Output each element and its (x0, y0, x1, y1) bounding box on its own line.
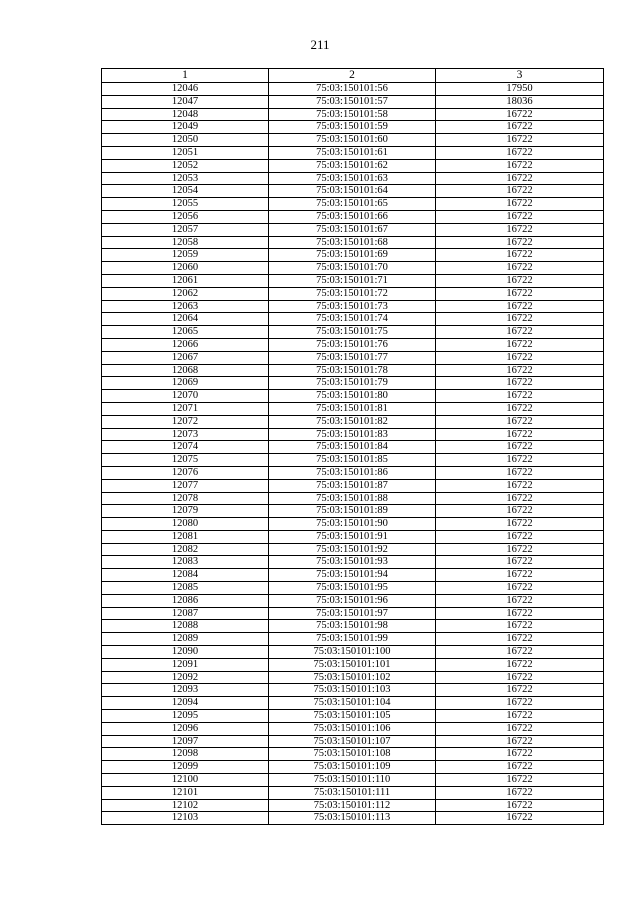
cadastral-number-cell: 75:03:150101:69 (269, 249, 436, 262)
value-cell: 16722 (436, 287, 604, 300)
table-row (102, 466, 604, 479)
cadastral-number-cell: 75:03:150101:78 (269, 364, 436, 377)
table-row (102, 313, 604, 326)
cadastral-number-cell: 75:03:150101:89 (269, 505, 436, 518)
row-number-cell: 12082 (102, 543, 269, 556)
value-cell: 16722 (436, 223, 604, 236)
row-number-cell: 12088 (102, 620, 269, 633)
row-number-cell: 12053 (102, 172, 269, 185)
value-cell: 16722 (436, 620, 604, 633)
table-row (102, 633, 604, 646)
row-number-cell: 12046 (102, 83, 269, 96)
cadastral-number-cell: 75:03:150101:88 (269, 492, 436, 505)
cadastral-number-cell: 75:03:150101:101 (269, 658, 436, 671)
value-cell: 16722 (436, 172, 604, 185)
table-row (102, 300, 604, 313)
cadastral-number-cell: 75:03:150101:81 (269, 402, 436, 415)
table-row (102, 671, 604, 684)
row-number-cell: 12093 (102, 684, 269, 697)
value-cell: 16722 (436, 351, 604, 364)
cadastral-number-cell: 75:03:150101:71 (269, 274, 436, 287)
cadastral-number-cell: 75:03:150101:112 (269, 799, 436, 812)
row-number-cell: 12075 (102, 454, 269, 467)
table-row (102, 722, 604, 735)
table-row (102, 799, 604, 812)
value-cell: 16722 (436, 313, 604, 326)
value-cell: 16722 (436, 658, 604, 671)
table-row (102, 159, 604, 172)
cadastral-number-cell: 75:03:150101:59 (269, 121, 436, 134)
row-number-cell: 12056 (102, 210, 269, 223)
row-number-cell: 12084 (102, 569, 269, 582)
value-cell: 16722 (436, 543, 604, 556)
cadastral-number-cell: 75:03:150101:98 (269, 620, 436, 633)
value-cell: 16722 (436, 697, 604, 710)
row-number-cell: 12050 (102, 134, 269, 147)
value-cell: 16722 (436, 326, 604, 339)
row-number-cell: 12092 (102, 671, 269, 684)
value-cell: 16722 (436, 364, 604, 377)
cadastral-number-cell: 75:03:150101:92 (269, 543, 436, 556)
value-cell: 16722 (436, 210, 604, 223)
row-number-cell: 12095 (102, 710, 269, 723)
cadastral-number-cell: 75:03:150101:76 (269, 338, 436, 351)
row-number-cell: 12058 (102, 236, 269, 249)
table-row (102, 774, 604, 787)
table-row (102, 479, 604, 492)
cadastral-number-cell: 75:03:150101:72 (269, 287, 436, 300)
value-cell: 16722 (436, 569, 604, 582)
cadastral-number-cell: 75:03:150101:57 (269, 95, 436, 108)
table-row (102, 249, 604, 262)
table-row (102, 364, 604, 377)
row-number-cell: 12101 (102, 786, 269, 799)
cadastral-number-cell: 75:03:150101:87 (269, 479, 436, 492)
row-number-cell: 12052 (102, 159, 269, 172)
row-number-cell: 12085 (102, 582, 269, 595)
value-cell: 16722 (436, 428, 604, 441)
cadastral-number-cell: 75:03:150101:97 (269, 607, 436, 620)
cadastral-number-cell: 75:03:150101:106 (269, 722, 436, 735)
value-cell: 16722 (436, 594, 604, 607)
table-row (102, 569, 604, 582)
cadastral-number-cell: 75:03:150101:80 (269, 390, 436, 403)
cadastral-number-cell: 75:03:150101:110 (269, 774, 436, 787)
cadastral-number-cell: 75:03:150101:65 (269, 198, 436, 211)
row-number-cell: 12055 (102, 198, 269, 211)
value-cell: 16722 (436, 466, 604, 479)
column-header-1: 1 (102, 69, 269, 83)
value-cell: 17950 (436, 83, 604, 96)
value-cell: 16722 (436, 518, 604, 531)
cadastral-number-cell: 75:03:150101:107 (269, 735, 436, 748)
table-row (102, 262, 604, 275)
row-number-cell: 12065 (102, 326, 269, 339)
row-number-cell: 12072 (102, 415, 269, 428)
column-header-2: 2 (269, 69, 436, 83)
row-number-cell: 12068 (102, 364, 269, 377)
table-row (102, 454, 604, 467)
cadastral-number-cell: 75:03:150101:64 (269, 185, 436, 198)
table-row (102, 223, 604, 236)
row-number-cell: 12070 (102, 390, 269, 403)
table-row (102, 735, 604, 748)
row-number-cell: 12102 (102, 799, 269, 812)
row-number-cell: 12069 (102, 377, 269, 390)
table-row (102, 326, 604, 339)
cadastral-number-cell: 75:03:150101:85 (269, 454, 436, 467)
row-number-cell: 12047 (102, 95, 269, 108)
value-cell: 18036 (436, 95, 604, 108)
table-row (102, 441, 604, 454)
table-row (102, 658, 604, 671)
table-row (102, 607, 604, 620)
row-number-cell: 12077 (102, 479, 269, 492)
table-body (102, 83, 604, 825)
value-cell: 16722 (436, 159, 604, 172)
value-cell: 16722 (436, 582, 604, 595)
value-cell: 16722 (436, 710, 604, 723)
row-number-cell: 12051 (102, 146, 269, 159)
row-number-cell: 12063 (102, 300, 269, 313)
table-row (102, 390, 604, 403)
table-row (102, 543, 604, 556)
value-cell: 16722 (436, 236, 604, 249)
row-number-cell: 12048 (102, 108, 269, 121)
row-number-cell: 12090 (102, 646, 269, 659)
cadastral-number-cell: 75:03:150101:60 (269, 134, 436, 147)
value-cell: 16722 (436, 441, 604, 454)
value-cell: 16722 (436, 146, 604, 159)
row-number-cell: 12089 (102, 633, 269, 646)
cadastral-number-cell: 75:03:150101:95 (269, 582, 436, 595)
value-cell: 16722 (436, 338, 604, 351)
cadastral-number-cell: 75:03:150101:83 (269, 428, 436, 441)
value-cell: 16722 (436, 786, 604, 799)
value-cell: 16722 (436, 607, 604, 620)
cadastral-number-cell: 75:03:150101:62 (269, 159, 436, 172)
table-row (102, 505, 604, 518)
value-cell: 16722 (436, 390, 604, 403)
table-row (102, 761, 604, 774)
table-row (102, 95, 604, 108)
row-number-cell: 12057 (102, 223, 269, 236)
cadastral-number-cell: 75:03:150101:56 (269, 83, 436, 96)
cadastral-number-cell: 75:03:150101:84 (269, 441, 436, 454)
value-cell: 16722 (436, 134, 604, 147)
row-number-cell: 12078 (102, 492, 269, 505)
cadastral-number-cell: 75:03:150101:108 (269, 748, 436, 761)
cadastral-number-cell: 75:03:150101:74 (269, 313, 436, 326)
cadastral-number-cell: 75:03:150101:91 (269, 530, 436, 543)
row-number-cell: 12066 (102, 338, 269, 351)
value-cell: 16722 (436, 300, 604, 313)
value-cell: 16722 (436, 505, 604, 518)
value-cell: 16722 (436, 185, 604, 198)
value-cell: 16722 (436, 556, 604, 569)
row-number-cell: 12080 (102, 518, 269, 531)
value-cell: 16722 (436, 198, 604, 211)
value-cell: 16722 (436, 722, 604, 735)
table-row (102, 518, 604, 531)
table-header (102, 69, 604, 83)
value-cell: 16722 (436, 454, 604, 467)
table-row (102, 556, 604, 569)
value-cell: 16722 (436, 530, 604, 543)
row-number-cell: 12086 (102, 594, 269, 607)
table-row (102, 83, 604, 96)
column-header-3: 3 (436, 69, 604, 83)
value-cell: 16722 (436, 671, 604, 684)
table-row (102, 121, 604, 134)
table-row (102, 710, 604, 723)
row-number-cell: 12079 (102, 505, 269, 518)
row-number-cell: 12096 (102, 722, 269, 735)
cadastral-number-cell: 75:03:150101:111 (269, 786, 436, 799)
cadastral-number-cell: 75:03:150101:99 (269, 633, 436, 646)
cadastral-number-cell: 75:03:150101:109 (269, 761, 436, 774)
table-row (102, 134, 604, 147)
value-cell: 16722 (436, 646, 604, 659)
table-row (102, 172, 604, 185)
cadastral-number-cell: 75:03:150101:58 (269, 108, 436, 121)
cadastral-number-cell: 75:03:150101:104 (269, 697, 436, 710)
value-cell: 16722 (436, 274, 604, 287)
table-row (102, 198, 604, 211)
row-number-cell: 12081 (102, 530, 269, 543)
table-row (102, 620, 604, 633)
value-cell: 16722 (436, 402, 604, 415)
row-number-cell: 12064 (102, 313, 269, 326)
table-row (102, 210, 604, 223)
value-cell: 16722 (436, 479, 604, 492)
table-row (102, 146, 604, 159)
value-cell: 16722 (436, 633, 604, 646)
cadastral-number-cell: 75:03:150101:82 (269, 415, 436, 428)
cadastral-number-cell: 75:03:150101:63 (269, 172, 436, 185)
page-number: 211 (310, 37, 330, 52)
value-cell: 16722 (436, 684, 604, 697)
cadastral-number-cell: 75:03:150101:96 (269, 594, 436, 607)
table-row (102, 338, 604, 351)
value-cell: 16722 (436, 735, 604, 748)
value-cell: 16722 (436, 377, 604, 390)
row-number-cell: 12071 (102, 402, 269, 415)
table-row (102, 287, 604, 300)
value-cell: 16722 (436, 748, 604, 761)
table-row (102, 697, 604, 710)
registry-table (101, 68, 604, 825)
row-number-cell: 12073 (102, 428, 269, 441)
table-row (102, 786, 604, 799)
cadastral-number-cell: 75:03:150101:94 (269, 569, 436, 582)
cadastral-number-cell: 75:03:150101:77 (269, 351, 436, 364)
cadastral-number-cell: 75:03:150101:100 (269, 646, 436, 659)
row-number-cell: 12097 (102, 735, 269, 748)
row-number-cell: 12098 (102, 748, 269, 761)
row-number-cell: 12099 (102, 761, 269, 774)
row-number-cell: 12091 (102, 658, 269, 671)
value-cell: 16722 (436, 415, 604, 428)
cadastral-number-cell: 75:03:150101:102 (269, 671, 436, 684)
table-row (102, 274, 604, 287)
table-row (102, 185, 604, 198)
table-row (102, 377, 604, 390)
row-number-cell: 12061 (102, 274, 269, 287)
row-number-cell: 12067 (102, 351, 269, 364)
value-cell: 16722 (436, 108, 604, 121)
table-row (102, 236, 604, 249)
row-number-cell: 12074 (102, 441, 269, 454)
row-number-cell: 12059 (102, 249, 269, 262)
table-row (102, 646, 604, 659)
table-row (102, 492, 604, 505)
table-row (102, 402, 604, 415)
header-row (102, 69, 604, 83)
table-row (102, 415, 604, 428)
table-row (102, 594, 604, 607)
row-number-cell: 12083 (102, 556, 269, 569)
value-cell: 16722 (436, 812, 604, 825)
cadastral-number-cell: 75:03:150101:66 (269, 210, 436, 223)
value-cell: 16722 (436, 492, 604, 505)
cadastral-number-cell: 75:03:150101:103 (269, 684, 436, 697)
table-row (102, 582, 604, 595)
cadastral-number-cell: 75:03:150101:105 (269, 710, 436, 723)
row-number-cell: 12094 (102, 697, 269, 710)
table-row (102, 530, 604, 543)
table-row (102, 812, 604, 825)
cadastral-number-cell: 75:03:150101:68 (269, 236, 436, 249)
cadastral-number-cell: 75:03:150101:70 (269, 262, 436, 275)
value-cell: 16722 (436, 774, 604, 787)
cadastral-number-cell: 75:03:150101:113 (269, 812, 436, 825)
cadastral-number-cell: 75:03:150101:79 (269, 377, 436, 390)
table-row (102, 351, 604, 364)
row-number-cell: 12060 (102, 262, 269, 275)
value-cell: 16722 (436, 799, 604, 812)
value-cell: 16722 (436, 761, 604, 774)
table-row (102, 108, 604, 121)
row-number-cell: 12103 (102, 812, 269, 825)
row-number-cell: 12054 (102, 185, 269, 198)
row-number-cell: 12076 (102, 466, 269, 479)
table-row (102, 684, 604, 697)
value-cell: 16722 (436, 262, 604, 275)
cadastral-number-cell: 75:03:150101:61 (269, 146, 436, 159)
cadastral-number-cell: 75:03:150101:75 (269, 326, 436, 339)
row-number-cell: 12049 (102, 121, 269, 134)
cadastral-number-cell: 75:03:150101:67 (269, 223, 436, 236)
row-number-cell: 12062 (102, 287, 269, 300)
row-number-cell: 12087 (102, 607, 269, 620)
value-cell: 16722 (436, 121, 604, 134)
cadastral-number-cell: 75:03:150101:86 (269, 466, 436, 479)
row-number-cell: 12100 (102, 774, 269, 787)
cadastral-number-cell: 75:03:150101:93 (269, 556, 436, 569)
cadastral-number-cell: 75:03:150101:73 (269, 300, 436, 313)
value-cell: 16722 (436, 249, 604, 262)
table-row (102, 748, 604, 761)
cadastral-number-cell: 75:03:150101:90 (269, 518, 436, 531)
table-row (102, 428, 604, 441)
